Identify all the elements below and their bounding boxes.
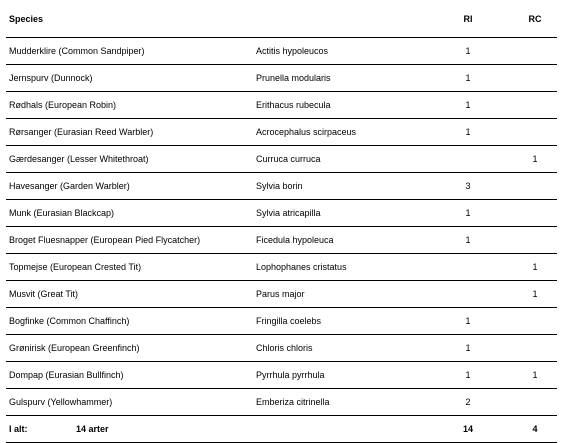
ri-value: 1 bbox=[465, 370, 471, 380]
ri-value: 1 bbox=[465, 100, 471, 110]
species-name: Broget Fluesnapper (European Pied Flycatcher) bbox=[9, 235, 201, 245]
latin-name: Ficedula hypoleuca bbox=[256, 235, 334, 245]
ri-value bbox=[458, 146, 478, 172]
ri-value: 1 bbox=[465, 46, 471, 56]
rc-value bbox=[523, 38, 547, 64]
ri-value: 1 bbox=[465, 127, 471, 137]
table-body bbox=[6, 38, 557, 416]
latin-name: Emberiza citrinella bbox=[256, 397, 330, 407]
table-row bbox=[6, 65, 557, 92]
ri-value: 2 bbox=[465, 397, 471, 407]
table-row bbox=[6, 38, 557, 65]
species-name: Rørsanger (Eurasian Reed Warbler) bbox=[9, 127, 154, 137]
rc-value: 1 bbox=[532, 370, 538, 380]
header-ri: RI bbox=[463, 13, 473, 24]
species-name: Gærdesanger (Lesser Whitethroat) bbox=[9, 154, 149, 164]
latin-name: Sylvia atricapilla bbox=[256, 208, 321, 218]
species-name: Mudderklire (Common Sandpiper) bbox=[9, 46, 145, 56]
rc-value: 1 bbox=[532, 289, 538, 299]
table-row bbox=[6, 200, 557, 227]
rc-value: 1 bbox=[532, 262, 538, 272]
table-row bbox=[6, 335, 557, 362]
table-header bbox=[6, 0, 557, 38]
ri-value: 1 bbox=[465, 316, 471, 326]
rc-value bbox=[523, 92, 547, 118]
rc-value bbox=[523, 200, 547, 226]
latin-name: Pyrrhula pyrrhula bbox=[256, 370, 325, 380]
rc-value bbox=[523, 173, 547, 199]
species-name: Grønirisk (European Greenfinch) bbox=[9, 343, 140, 353]
species-name: Jernspurv (Dunnock) bbox=[9, 73, 93, 83]
table-row bbox=[6, 254, 557, 281]
latin-name: Parus major bbox=[256, 289, 305, 299]
ri-value bbox=[458, 281, 478, 307]
table-row bbox=[6, 389, 557, 416]
header-species: Species bbox=[9, 13, 44, 24]
latin-name: Acrocephalus scirpaceus bbox=[256, 127, 357, 137]
table-row bbox=[6, 173, 557, 200]
rc-value bbox=[523, 65, 547, 91]
latin-name: Actitis hypoleucos bbox=[256, 46, 329, 56]
total-count: 14 arter bbox=[76, 424, 109, 434]
species-name: Musvit (Great Tit) bbox=[9, 289, 79, 299]
species-name: Dompap (Eurasian Bullfinch) bbox=[9, 370, 124, 380]
total-label: I alt: bbox=[9, 424, 28, 434]
species-name: Topmejse (European Crested Tit) bbox=[9, 262, 142, 272]
latin-name: Lophophanes cristatus bbox=[256, 262, 347, 272]
table-row bbox=[6, 362, 557, 389]
species-table bbox=[6, 0, 557, 443]
rc-value: 1 bbox=[532, 154, 538, 164]
species-name: Havesanger (Garden Warbler) bbox=[9, 181, 130, 191]
species-name: Rødhals (European Robin) bbox=[9, 100, 117, 110]
rc-value bbox=[523, 227, 547, 253]
ri-value: 1 bbox=[465, 235, 471, 245]
latin-name: Erithacus rubecula bbox=[256, 100, 331, 110]
species-name: Gulspurv (Yellowhammer) bbox=[9, 397, 113, 407]
rc-value bbox=[523, 308, 547, 334]
table-row bbox=[6, 119, 557, 146]
rc-value bbox=[523, 119, 547, 145]
latin-name: Prunella modularis bbox=[256, 73, 331, 83]
ri-value: 1 bbox=[465, 208, 471, 218]
ri-value: 3 bbox=[465, 181, 471, 191]
ri-value bbox=[458, 254, 478, 280]
table-row bbox=[6, 146, 557, 173]
rc-value bbox=[523, 335, 547, 361]
table-row bbox=[6, 308, 557, 335]
species-name: Bogfinke (Common Chaffinch) bbox=[9, 316, 130, 326]
table-row bbox=[6, 92, 557, 119]
latin-name: Curruca curruca bbox=[256, 154, 321, 164]
total-rc: 4 bbox=[532, 424, 538, 434]
ri-value: 1 bbox=[465, 73, 471, 83]
latin-name: Chloris chloris bbox=[256, 343, 313, 353]
latin-name: Fringilla coelebs bbox=[256, 316, 322, 326]
table-row bbox=[6, 281, 557, 308]
rc-value bbox=[523, 389, 547, 415]
table-row bbox=[6, 227, 557, 254]
latin-name: Sylvia borin bbox=[256, 181, 303, 191]
ri-value: 1 bbox=[465, 343, 471, 353]
total-ri: 14 bbox=[462, 424, 473, 434]
header-rc: RC bbox=[528, 13, 542, 24]
species-name: Munk (Eurasian Blackcap) bbox=[9, 208, 115, 218]
